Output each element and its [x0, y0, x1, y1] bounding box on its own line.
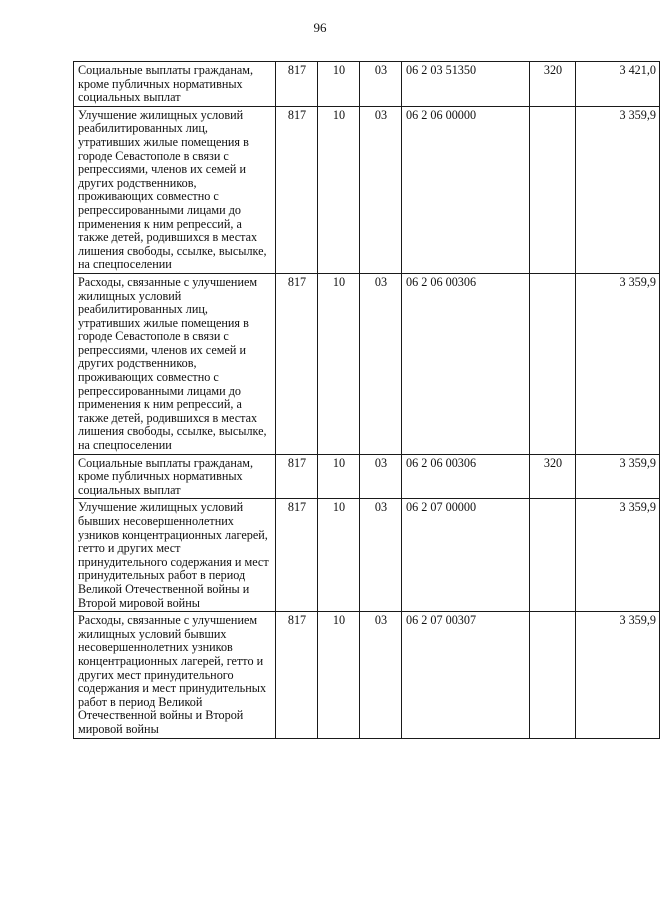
ministry-code-cell: 817 [276, 106, 318, 273]
expense-type-cell [530, 273, 576, 454]
expense-type-cell [530, 612, 576, 738]
amount-cell: 3 359,9 [576, 454, 660, 499]
section-code-cell: 10 [318, 499, 360, 612]
expense-name-cell: Расходы, связанные с улучшением жилищных условий бывших несовершеннолетних узников концентрационных лагерей, гетто и других мест принудительного содержания и мест принудительных работ в период Великой Отечественной войны и Второй мировой войны [74, 612, 276, 738]
expense-name-cell: Улучшение жилищных условий бывших несовершеннолетних узников концентрационных лагерей, гетто и других мест принудительного содержания и мест принудительных работ в период Великой Отечественной войны и Второй мировой войны [74, 499, 276, 612]
amount-cell: 3 359,9 [576, 106, 660, 273]
expense-type-cell [530, 106, 576, 273]
table-row [74, 612, 660, 738]
ministry-code-cell: 817 [276, 454, 318, 499]
expense-name-cell: Улучшение жилищных условий реабилитированных лиц, утративших жилые помещения в городе Севастополе в связи с репрессиями, членов их семей и других родственников, проживающих совместно с репрессированными лицами до применения к ним репрессий, а также детей, родившихся в местах лишения свободы, ссылке, высылке, на спецпоселении [74, 106, 276, 273]
ministry-code-cell: 817 [276, 62, 318, 107]
amount-cell: 3 359,9 [576, 273, 660, 454]
subsection-code-cell: 03 [360, 612, 402, 738]
table-row [74, 499, 660, 612]
ministry-code-cell: 817 [276, 273, 318, 454]
expense-name-cell: Социальные выплаты гражданам, кроме публичных нормативных социальных выплат [74, 454, 276, 499]
amount-cell: 3 359,9 [576, 612, 660, 738]
table-row [74, 106, 660, 273]
subsection-code-cell: 03 [360, 106, 402, 273]
ministry-code-cell: 817 [276, 612, 318, 738]
target-article-cell: 06 2 06 00306 [402, 454, 530, 499]
subsection-code-cell: 03 [360, 273, 402, 454]
subsection-code-cell: 03 [360, 454, 402, 499]
target-article-cell: 06 2 07 00307 [402, 612, 530, 738]
ministry-code-cell: 817 [276, 499, 318, 612]
expense-name-cell: Социальные выплаты гражданам, кроме публичных нормативных социальных выплат [74, 62, 276, 107]
subsection-code-cell: 03 [360, 62, 402, 107]
section-code-cell: 10 [318, 273, 360, 454]
table-row [74, 62, 660, 107]
target-article-cell: 06 2 06 00000 [402, 106, 530, 273]
section-code-cell: 10 [318, 62, 360, 107]
target-article-cell: 06 2 06 00306 [402, 273, 530, 454]
table-row [74, 273, 660, 454]
section-code-cell: 10 [318, 454, 360, 499]
target-article-cell: 06 2 07 00000 [402, 499, 530, 612]
table-row [74, 454, 660, 499]
amount-cell: 3 359,9 [576, 499, 660, 612]
section-code-cell: 10 [318, 612, 360, 738]
expense-type-cell [530, 499, 576, 612]
amount-cell: 3 421,0 [576, 62, 660, 107]
expense-type-cell: 320 [530, 62, 576, 107]
page-number: 96 [313, 20, 327, 35]
expense-type-cell: 320 [530, 454, 576, 499]
subsection-code-cell: 03 [360, 499, 402, 612]
expense-name-cell: Расходы, связанные с улучшением жилищных условий реабилитированных лиц, утративших жилые помещения в городе Севастополе в связи с репрессиями, членов их семей и других родственников, проживающих совместно с репрессированными лицами до применения к ним репрессий, а также детей, родившихся в местах лишения свободы, ссылке, высылке, на спецпоселении [74, 273, 276, 454]
section-code-cell: 10 [318, 106, 360, 273]
budget-table-body [74, 62, 660, 739]
budget-table [73, 61, 660, 739]
target-article-cell: 06 2 03 51350 [402, 62, 530, 107]
